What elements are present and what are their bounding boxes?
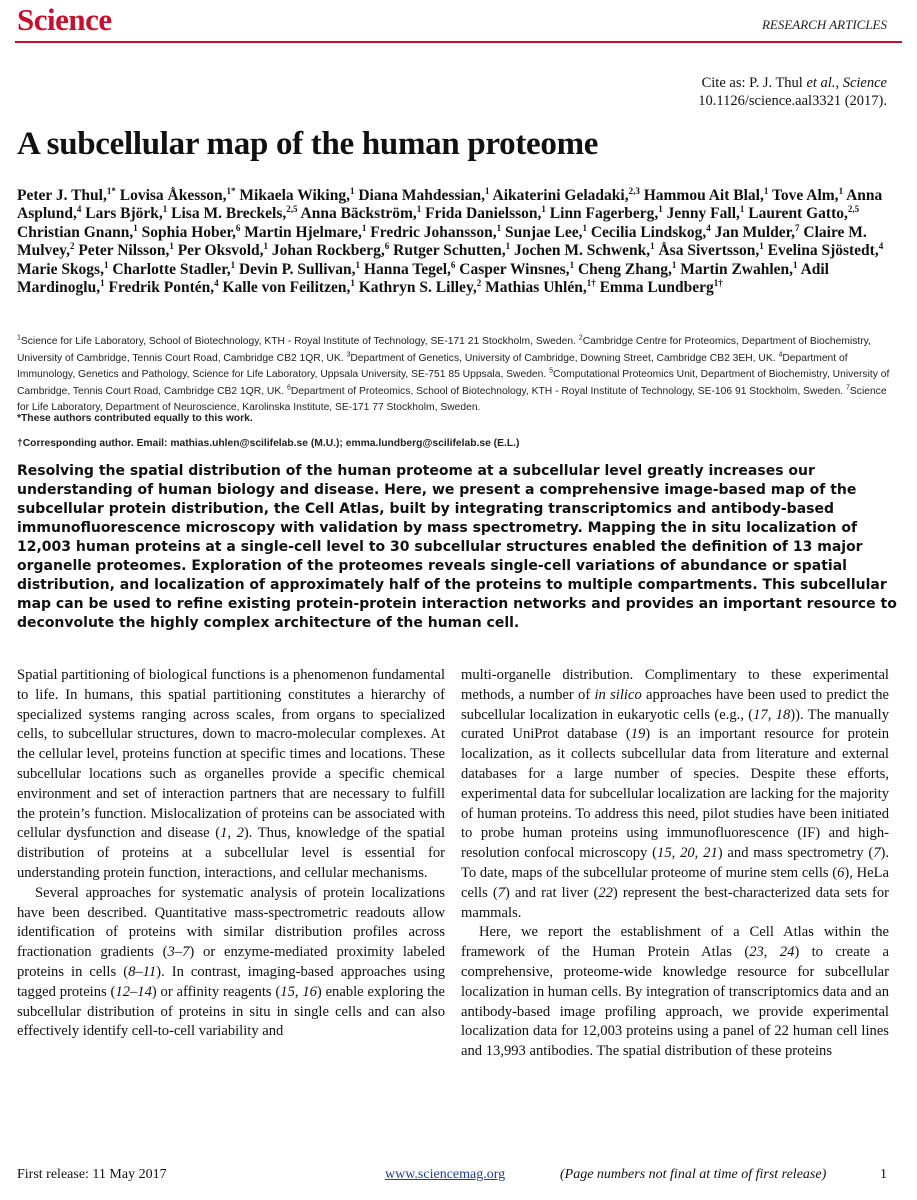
affiliation-text: Cambridge Centre for Proteomics, Department of Biochemistry, University of Cambridge, Tennis Court Road, Cambridge CB2 1QR, UK.: [17, 336, 871, 364]
citation-reference: 15: [657, 845, 672, 862]
author-affiliation-marker: 4: [76, 204, 82, 215]
author-affiliation-marker: 4: [878, 241, 884, 252]
author-name: [459, 261, 574, 278]
author-affiliation-marker: 2,5: [286, 204, 298, 215]
author-affiliation-marker: 1: [763, 185, 769, 196]
author-name: [364, 261, 456, 278]
author-affiliation-marker: 1: [169, 241, 174, 252]
abstract: Resolving the spatial distribution of the human proteome at a subcellular level greatly increases our understanding of human biology and disease. Here, we present a comprehensive image-based map of the subcellular protein distribution, the Cell Atlas, built by integrating transcriptomics and antibody-based immunofluorescence microscopy with validation by mass spectrometry. Mapping the in situ localization of 12,003 human proteins at a single-cell level to 30 subcellular structures enabled the definition of 13 major organelle proteomes. Exploration of the proteomes reveals single-cell variations of abundance or spatial distribution, and localization of approximately half of the proteins to multiple compartments. This subcellular map can be used to refine existing protein-protein interaction networks and provides an important resource to deconvolute the highly complex architecture of the human cell.: [17, 463, 897, 631]
author-name: [514, 242, 655, 259]
citation-reference: 20: [680, 845, 695, 862]
author-name: [17, 187, 116, 204]
author-name-text: Peter J. Thul,: [17, 187, 107, 204]
body-text: ) and mass spectrometry (: [717, 845, 874, 862]
author-name: [600, 279, 723, 296]
citation-doi: 10.1126/science.aal3321 (2017).: [698, 93, 887, 109]
citation-reference: 7: [873, 845, 881, 862]
author-name-text: Martin Hjelmare,: [244, 223, 362, 241]
header-rule: [15, 41, 902, 43]
author-name: [485, 279, 596, 296]
author-affiliation-marker: 2,3: [628, 185, 640, 196]
author-affiliation-marker: 2: [69, 241, 75, 252]
author-affiliation-marker: 1†: [586, 277, 596, 288]
author-name-text: Frida Danielsson,: [425, 205, 542, 223]
author-affiliation-marker: 1: [355, 259, 361, 270]
author-affiliation-marker: 1: [133, 222, 138, 233]
author-name-text: Lisa M. Breckels,: [171, 205, 287, 223]
author-name: [667, 205, 745, 222]
author-affiliation-marker: 1: [496, 222, 502, 233]
affiliation-number: 3: [346, 351, 351, 359]
body-column-right: [461, 666, 889, 1062]
body-text: ,: [694, 845, 704, 862]
author-name: [359, 279, 482, 296]
author-name: [120, 187, 236, 204]
author-name: [171, 205, 297, 222]
body-text: ) to create a comprehensive, proteome-wide knowledge resource for subcellular localization in human cells. By integration of transcriptomics data and an antibody-based image profiling approach, we provide experimental localization data for 12,003 proteins using a panel of 22 human cell lines and 13,993 antibodies. The spatial distribution of these proteins: [461, 944, 890, 1060]
author-affiliation-marker: 1: [739, 204, 745, 215]
author-name: [591, 224, 711, 241]
first-release-date: First release: 11 May 2017: [17, 1167, 167, 1182]
author-affiliation-marker: 4: [214, 277, 219, 288]
author-affiliation-marker: 1: [541, 204, 546, 215]
body-text: ) and rat liver (: [505, 884, 599, 901]
author-name-text: Lovisa Åkesson,: [119, 187, 227, 204]
author-name: [505, 224, 587, 241]
author-affiliation-marker: 1: [582, 222, 587, 233]
author-affiliation-marker: 1*: [226, 185, 236, 196]
citation-reference: 23: [749, 944, 764, 961]
author-name-text: Anna Bäckström,: [300, 205, 417, 223]
author-name-text: Jenny Fall,: [666, 205, 740, 223]
author-affiliation-marker: 1: [658, 204, 663, 215]
author-name-text: Åsa Sivertsson,: [658, 242, 760, 260]
citation: [467, 74, 887, 110]
author-name-text: Claire M. Mulvey,: [17, 223, 867, 260]
author-name-text: Cecilia Lindskog,: [590, 223, 707, 241]
author-name: [301, 205, 422, 222]
author-name-text: Martin Zwahlen,: [680, 260, 794, 278]
author-name-text: Tove Alm,: [771, 187, 839, 204]
author-name: [425, 205, 546, 222]
author-name-text: Mathias Uhlén,: [485, 279, 587, 297]
body-text: ) or affinity reagents (: [151, 983, 281, 1000]
author-affiliation-marker: 1: [759, 241, 764, 252]
citation-reference: 16: [302, 983, 317, 1000]
author-name: [112, 261, 235, 278]
affiliation-number: 5: [549, 367, 554, 375]
author-affiliation-marker: 1*: [106, 185, 116, 196]
author-name: [658, 242, 763, 259]
affiliation-number: 4: [778, 351, 783, 359]
author-affiliation-marker: 2,5: [847, 204, 860, 215]
author-affiliation-marker: 1: [230, 259, 236, 270]
citation-reference: 19: [630, 726, 646, 743]
body-text: ) enable exploring the subcellular distribution of proteins in situ in single cells and can also effectively identify cell-to-cell variability and: [17, 983, 446, 1040]
body-text: ,: [763, 944, 780, 961]
citation-reference: 1: [220, 825, 228, 842]
article-title: A subcellular map of the human proteome: [17, 126, 599, 162]
author-affiliation-marker: 1: [650, 241, 655, 252]
body-text: Here, we report the establishment of a Cell Atlas within the framework of the Human Protein Atlas (: [461, 924, 889, 961]
author-name-text: Fredric Johansson,: [370, 223, 497, 241]
author-name-text: Anna Asplund,: [17, 187, 883, 223]
section-label: RESEARCH ARTICLES: [761, 17, 887, 32]
author-affiliation-marker: 1: [349, 185, 355, 196]
citation-reference: 15: [280, 983, 295, 1000]
author-name: [393, 242, 510, 259]
author-name-text: Evelina Sjöstedt,: [767, 242, 879, 260]
author-name-text: Rutger Schutten,: [393, 242, 506, 260]
author-affiliation-marker: 1: [793, 259, 798, 270]
citation-reference: 7: [497, 884, 505, 901]
citation-reference: 21: [703, 845, 718, 862]
body-text: Spatial partitioning of biological functions is a phenomenon fundamental to life. In humans, this spatial partitioning constitutes a hierarchy of specialized systems ranging across scales, from organs to specialized cells, to subcellular structures, down to macro-molecular complexes. At the cellular level, proteins function at specific times and locations. These subcellular locations such as organelles provide a specific chemical environment and set of interaction partners that are necessary to fulfill the protein’s function. Mislocalization of proteins can be associated with cellular dysfunction and disease (: [17, 667, 445, 842]
affiliation-text: Science for Life Laboratory, Department of Neuroscience, Karolinska Institute, SE-171 77 Stockholm, Sweden.: [17, 385, 887, 413]
body-text: ). Thus, knowledge of the spatial distribution of proteins at a subcellular level is essential for understanding protein function, interactions, and cellular mechanisms.: [17, 825, 446, 881]
affiliation-text: Department of Immunology, Genetics and Pathology, Science for Life Laboratory, Uppsala University, SE-751 85 Uppsala, Sweden.: [17, 352, 848, 380]
affiliation-text: Department of Proteomics, School of Biotechnology, KTH - Royal Institute of Technology, SE-106 91 Stockholm, Sweden.: [290, 385, 847, 397]
author-affiliation-marker: 6: [450, 259, 456, 270]
author-name-text: Charlotte Stadler,: [112, 260, 231, 278]
author-name-text: Jan Mulder,: [714, 223, 796, 241]
author-name-text: Emma Lundberg: [599, 279, 714, 297]
body-text: ) represent the best-characterized data sets for mammals.: [461, 884, 889, 921]
citation-reference: 6: [837, 864, 845, 881]
page-number: 1: [880, 1167, 887, 1182]
body-text: ), HeLa cells (: [461, 864, 889, 901]
affiliation-number: 7: [846, 384, 850, 392]
author-name-text: Hanna Tegel,: [363, 260, 451, 278]
citation-reference: 8–11: [128, 963, 157, 980]
author-affiliation-marker: 7: [795, 222, 800, 233]
author-affiliation-marker: 1: [416, 204, 422, 215]
author-name-text: Adil Mardinoglu,: [17, 260, 829, 297]
author-name: [370, 224, 501, 241]
citation-reference: 12–14: [115, 983, 152, 1000]
author-name: [239, 261, 360, 278]
author-name: [85, 205, 167, 222]
author-name: [715, 224, 800, 241]
author-name: [358, 187, 489, 204]
author-affiliation-marker: 2: [476, 277, 482, 288]
author-affiliation-marker: 6: [235, 222, 241, 233]
body-text: ,: [294, 983, 303, 1000]
author-name: [142, 224, 241, 241]
author-name: [108, 279, 218, 296]
author-name-text: Linn Fagerberg,: [549, 205, 659, 223]
author-list: [17, 187, 897, 297]
author-affiliation-marker: 1: [484, 185, 490, 196]
affiliation-number: 1: [17, 334, 21, 342]
author-name-text: Peter Nilsson,: [78, 242, 170, 260]
author-name-text: Devin P. Sullivan,: [238, 260, 356, 278]
corresponding-author-note: †Corresponding author. Email: mathias.uhlen@scilifelab.se (M.U.); emma.lundberg@scilifelab.se (E.L.): [17, 438, 520, 449]
author-name-text: Kalle von Feilitzen,: [222, 279, 351, 297]
body-paragraph: [17, 666, 445, 884]
author-affiliation-marker: 4: [706, 222, 711, 233]
citation-reference: 3–7: [167, 944, 190, 961]
body-text: ) or enzyme-mediated proximity labeled proteins in cells (: [17, 944, 445, 980]
author-name-text: Laurent Gatto,: [748, 205, 848, 223]
equal-contribution-note: *These authors contributed equally to this work.: [17, 413, 253, 424]
author-name-text: Christian Gnann,: [17, 223, 134, 241]
author-name-text: Casper Winsnes,: [459, 260, 570, 278]
author-name: [272, 242, 389, 259]
author-affiliation-marker: 1: [100, 277, 105, 288]
author-name-text: Aikaterini Geladaki,: [492, 187, 629, 204]
body-text: Several approaches for systematic analysis of protein localizations have been described. Quantitative mass-spectrometric readouts allow identification of proteins with similar distribution profiles across fractionation gradients (: [17, 884, 445, 961]
author-affiliation-marker: 1: [838, 185, 844, 196]
author-name-text: Kathryn S. Lilley,: [358, 279, 477, 297]
author-affiliation-marker: 1: [263, 241, 269, 252]
author-name-text: Fredrik Pontén,: [108, 279, 215, 297]
author-name-text: Sunjae Lee,: [504, 223, 583, 241]
body-text: ,: [767, 706, 776, 723]
citation-reference: 2: [236, 825, 244, 842]
author-name: [768, 242, 884, 259]
citation-prefix: Cite as: P. J. Thul: [701, 75, 807, 91]
author-name-text: Lars Björk,: [85, 205, 163, 223]
author-name-text: Hammou Ait Blal,: [643, 187, 764, 204]
author-name: [78, 242, 173, 259]
journal-logo: Science: [17, 2, 112, 37]
body-text: )). The manually curated UniProt database (: [461, 706, 889, 743]
author-name-text: Diana Mahdessian,: [358, 187, 485, 204]
body-paragraph: [17, 884, 445, 1042]
author-affiliation-marker: 1: [162, 204, 168, 215]
author-name-text: Johan Rockberg,: [271, 242, 385, 260]
body-text: ,: [671, 845, 681, 862]
author-name: [644, 187, 769, 204]
citation-reference: 22: [598, 884, 613, 901]
author-name-text: Jochen M. Schwenk,: [514, 242, 651, 260]
author-affiliation-marker: 1: [671, 259, 677, 270]
author-name: [680, 261, 797, 278]
author-name-text: Per Oksvold,: [177, 242, 264, 260]
author-name: [748, 205, 859, 222]
body-paragraph: [461, 923, 889, 1062]
affiliations: [17, 334, 897, 417]
author-name: [550, 205, 663, 222]
author-name: [17, 261, 108, 278]
author-name: [493, 187, 640, 204]
body-text: approaches have been used to predict the subcellular localization in eukaryotic cells (e.g., (: [461, 686, 889, 723]
affiliation-text: Department of Genetics, University of Cambridge, Downing Street, Cambridge CB2 3EH, UK.: [350, 352, 779, 364]
page-number-note: (Page numbers not final at time of first release): [560, 1167, 827, 1182]
author-affiliation-marker: 1: [103, 259, 109, 270]
author-name: [578, 261, 676, 278]
journal-website-link[interactable]: www.sciencemag.org: [385, 1167, 506, 1182]
affiliation-number: 6: [286, 384, 291, 392]
author-affiliation-marker: 1: [505, 241, 511, 252]
body-text: multi-organelle distribution. Complimentary to these experimental methods, a number of: [461, 667, 889, 703]
citation-journal: Science: [842, 75, 887, 91]
author-name: [17, 224, 138, 241]
author-name: [178, 242, 268, 259]
author-name: [239, 187, 354, 204]
citation-separator: ,: [835, 75, 843, 91]
citation-et-al: et al.: [806, 75, 836, 91]
body-text: ) is an important resource for protein localization, as it collects subcellular data from literature and external databases for a large number of species. Despite these efforts, experimental data for subcellular localization are lacking for the majority of human proteins. To address this need, pilot studies have been initiated to probe human proteins using immunofluorescence (IF) and high-resolution confocal microscopy (: [461, 726, 890, 862]
author-name: [772, 187, 843, 204]
citation-reference: 18: [775, 706, 791, 723]
affiliation-number: 2: [578, 334, 583, 342]
affiliation-text: Computational Proteomics Unit, Department of Biochemistry, University of Cambridge, Tennis Court Road, Cambridge CB2 1QR, UK.: [17, 369, 890, 397]
author-name-text: Mikaela Wiking,: [239, 187, 350, 204]
author-name-text: Marie Skogs,: [17, 260, 104, 278]
author-affiliation-marker: 1: [569, 259, 575, 270]
citation-reference: in silico: [594, 686, 642, 703]
author-affiliation-marker: 6: [384, 241, 390, 252]
affiliation-text: Science for Life Laboratory, School of Biotechnology, KTH - Royal Institute of Technology, SE-171 21 Stockholm, Sweden.: [20, 336, 579, 347]
body-column-left: [17, 666, 445, 1042]
author-affiliation-marker: 1: [350, 277, 355, 288]
citation-reference: 24: [779, 944, 795, 961]
author-name: [222, 279, 354, 296]
body-text: ). To date, maps of the subcellular proteome of murine stem cells (: [461, 845, 889, 881]
citation-reference: 17: [753, 706, 768, 723]
author-name: [244, 224, 366, 241]
body-paragraph: [461, 666, 889, 923]
author-name-text: Sophia Hober,: [141, 223, 236, 241]
body-text: ,: [227, 825, 237, 842]
body-text: ). In contrast, imaging-based approaches using tagged proteins (: [17, 963, 445, 1000]
author-name-text: Cheng Zhang,: [577, 260, 672, 278]
author-affiliation-marker: 1: [361, 222, 367, 233]
author-affiliation-marker: 1†: [713, 277, 723, 288]
